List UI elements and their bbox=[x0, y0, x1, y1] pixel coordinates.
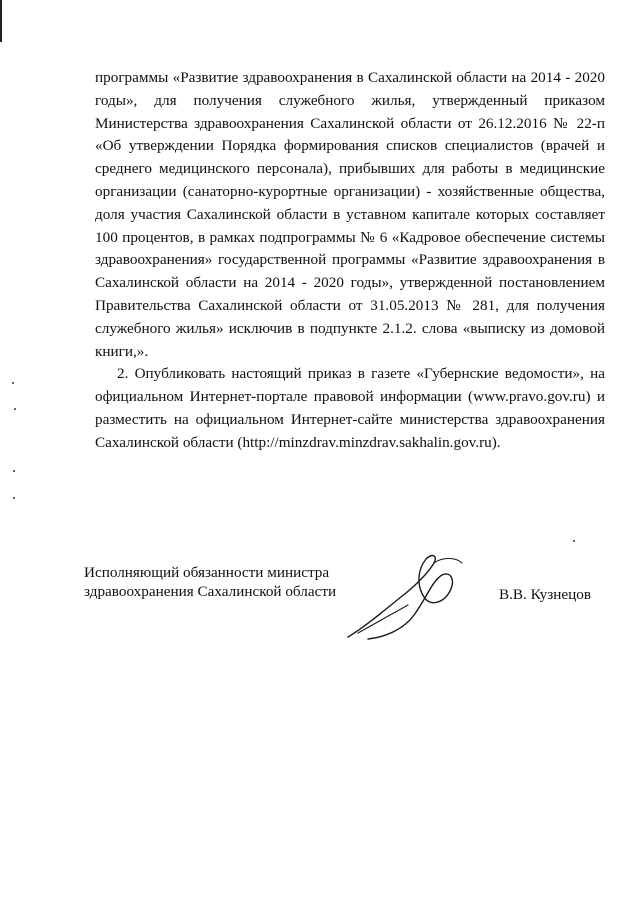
document-body bbox=[95, 67, 605, 455]
scan-speck bbox=[13, 470, 15, 472]
signatory-name: В.В. Кузнецов bbox=[499, 586, 591, 603]
page-edge-mark bbox=[0, 0, 2, 42]
scan-speck bbox=[13, 497, 15, 499]
paragraph-continuation: программы «Развитие здравоохранения в Сахалинской области на 2014 - 2020 годы», для получения служебного жилья, утвержденный приказом Министерства здравоохранения Сахалинской области от 26.12.2016 № 22-п «Об утверждении Порядка формирования списков специалистов (врачей и среднего медицинского персонала), прибывших для работы в медицинские организации (санаторно-курортные организации) - хозяйственные общества, доля участия Сахалинской области в уставном капитале которых составляет 100 процентов, в рамках подпрограммы № 6 «Кадровое обеспечение системы здравоохранения» государственной программы «Развитие здравоохранения в Сахалинской области на 2014 - 2020 годы», утвержденной постановлением Правительства Сахалинской области от 31.05.2013 № 281, для получения служебного жилья» исключив в подпункте 2.1.2. слова «выписку из домовой книги,». bbox=[95, 69, 605, 360]
signatory-role-line2: здравоохранения Сахалинской области bbox=[84, 583, 337, 600]
handwritten-signature bbox=[338, 545, 478, 645]
scan-speck bbox=[573, 540, 575, 542]
signatory-role bbox=[84, 563, 336, 601]
signatory-role-line1: Исполняющий обязанности министра bbox=[84, 564, 330, 581]
scan-speck bbox=[12, 382, 14, 384]
scan-speck bbox=[14, 408, 16, 410]
paragraph-publication: 2. Опубликовать настоящий приказ в газете «Губернские ведомости», на официальном Интернет-портале правовой информации (www.pravo.gov.ru) и разместить на официальном Интернет-сайте министерства здравоохранения Сахалинской области (http://minzdrav.minzdrav.sakhalin.gov.ru). bbox=[95, 365, 605, 451]
